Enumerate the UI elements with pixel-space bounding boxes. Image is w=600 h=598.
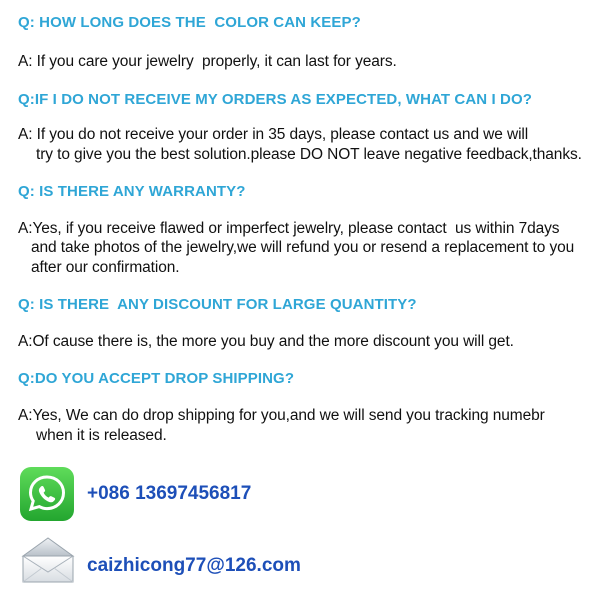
faq-answer-color-duration: A: If you care your jewelry properly, it can last for years. xyxy=(18,53,397,70)
faq-answer-drop-shipping-line2: when it is released. xyxy=(36,427,167,444)
whatsapp-number[interactable]: +086 13697456817 xyxy=(87,483,252,504)
faq-answer-drop-shipping-line1: A:Yes, We can do drop shipping for you,and we will send you tracking numebr xyxy=(18,407,545,424)
faq-question-color-duration: Q: HOW LONG DOES THE COLOR CAN KEEP? xyxy=(18,14,361,31)
faq-question-warranty: Q: IS THERE ANY WARRANTY? xyxy=(18,183,246,200)
faq-answer-not-received-line2: try to give you the best solution.please DO NOT leave negative feedback,thanks. xyxy=(36,146,582,163)
faq-question-not-received: Q:IF I DO NOT RECEIVE MY ORDERS AS EXPECTED, WHAT CAN I DO? xyxy=(18,91,532,108)
faq-answer-warranty-line2: and take photos of the jewelry,we will refund you or resend a replacement to you xyxy=(31,239,575,256)
faq-question-discount: Q: IS THERE ANY DISCOUNT FOR LARGE QUANTITY? xyxy=(18,296,417,313)
faq-answer-warranty-line3: after our confirmation. xyxy=(31,259,180,276)
whatsapp-icon xyxy=(20,467,74,521)
faq-answer-not-received-line1: A: If you do not receive your order in 35 days, please contact us and we will xyxy=(18,126,529,143)
faq-question-drop-shipping: Q:DO YOU ACCEPT DROP SHIPPING? xyxy=(18,370,295,387)
email-address[interactable]: caizhicong77@126.com xyxy=(87,555,301,576)
envelope-icon xyxy=(21,536,75,584)
faq-answer-discount: A:Of cause there is, the more you buy and the more discount you will get. xyxy=(18,333,514,350)
faq-answer-warranty-line1: A:Yes, if you receive flawed or imperfect jewelry, please contact us within 7days xyxy=(18,220,560,237)
